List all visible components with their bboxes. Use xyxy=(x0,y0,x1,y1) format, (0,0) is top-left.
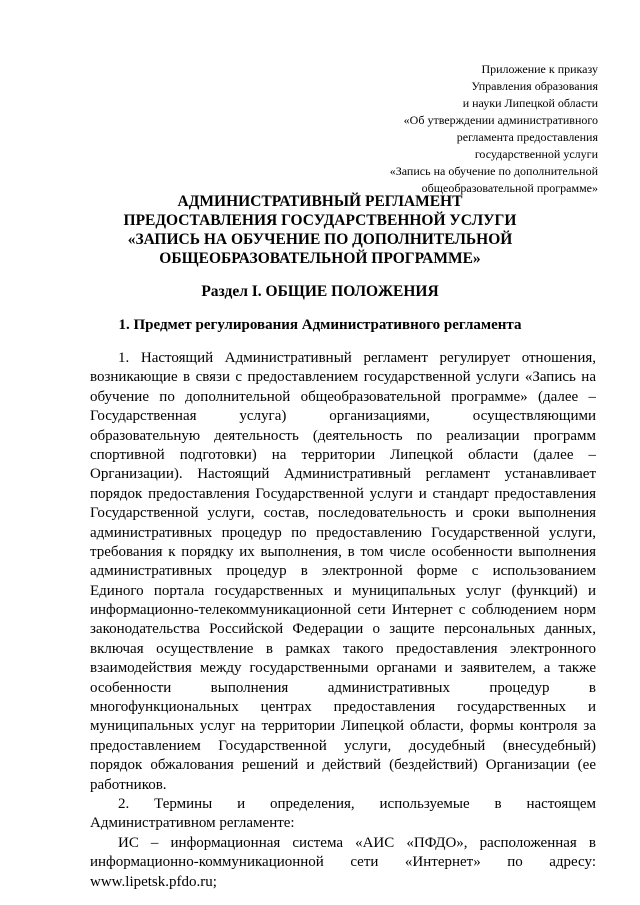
text-line: информационно-коммуникационной сети «Интернет» по адресу: xyxy=(90,854,596,871)
text-line: порядок предоставления Государственной услуги и стандарт предоставления xyxy=(90,485,596,502)
text-line: спортивной подготовки) на территории Липецкой области (далее – xyxy=(90,446,596,463)
subsection-heading: 1. Предмет регулирования Административного регламента xyxy=(118,317,522,333)
text-line: муниципальных услуг на территории Липецкой области, формы контроля за xyxy=(90,718,596,735)
text-line: Административном регламенте: xyxy=(90,815,295,832)
text-line: законодательства Российской Федерации о защите персональных данных, xyxy=(90,621,596,638)
text-line: предоставлением Государственной услуги, досудебный (внесудебный) xyxy=(90,737,596,754)
appendix-line: регламента предоставления xyxy=(456,130,598,144)
appendix-line: общеобразовательной программе» xyxy=(421,181,598,195)
document-title xyxy=(40,192,600,268)
text-line: обучение по дополнительной общеобразовательной программе» (далее – xyxy=(90,388,596,405)
paragraph-3 xyxy=(90,834,596,892)
text-line: Государственная услуга) организациями, осуществляющими xyxy=(90,408,596,425)
text-line: Организации). Настоящий Административный регламент устанавливает xyxy=(90,466,596,483)
appendix-line: государственной услуги xyxy=(474,147,598,161)
appendix-line: «Об утверждении административного xyxy=(403,113,598,127)
text-line: многофункциональных центрах предоставления государственных и xyxy=(90,699,596,716)
text-line: информационно-телекоммуникационной сети Интернет с соблюдением норм xyxy=(90,602,596,619)
appendix-line: и науки Липецкой области xyxy=(462,96,598,110)
text-line: www.lipetsk.pfdo.ru; xyxy=(90,873,217,890)
text-line: работников. xyxy=(90,776,167,793)
text-line: ИС – информационная система «АИС «ПФДО», расположенная в xyxy=(118,834,596,851)
paragraph-1 xyxy=(90,349,596,795)
appendix-line: «Запись на обучение по дополнительной xyxy=(389,164,598,178)
title-line: АДМИНИСТРАТИВНЫЙ РЕГЛАМЕНТ xyxy=(177,193,463,210)
appendix-block xyxy=(318,61,598,197)
text-line: возникающие в связи с предоставлением государственной услуги «Запись на xyxy=(90,369,596,386)
text-line: порядок обжалования решений и действий (бездействий) Организации (ее xyxy=(90,757,596,774)
text-line: административных процедур в электронной форме с использованием xyxy=(90,563,596,580)
title-line: ОБЩЕОБРАЗОВАТЕЛЬНОЙ ПРОГРАММЕ» xyxy=(159,250,481,267)
text-line: образовательную деятельность (деятельность по реализации программ xyxy=(90,427,596,444)
text-line: требования к порядку их выполнения, в том числе особенности выполнения xyxy=(90,543,596,560)
text-line: включая осуществление в рамках такого предоставления электронного xyxy=(90,640,596,657)
text-line: взаимодействия между государственными органами и заявителем, а также xyxy=(90,660,596,677)
text-line: Единого портала государственных и муниципальных услуг (функций) и xyxy=(90,582,596,599)
title-line: «ЗАПИСЬ НА ОБУЧЕНИЕ ПО ДОПОЛНИТЕЛЬНОЙ xyxy=(127,231,513,248)
appendix-line: Приложение к приказу xyxy=(481,62,598,76)
section-heading: Раздел I. ОБЩИЕ ПОЛОЖЕНИЯ xyxy=(201,283,439,300)
text-line: 2. Термины и определения, используемые в настоящем xyxy=(118,795,596,812)
text-line: особенности выполнения административных процедур в xyxy=(90,679,596,696)
text-line: административных процедур по предоставлению Государственной услуги, xyxy=(90,524,596,541)
title-line: ПРЕДОСТАВЛЕНИЯ ГОСУДАРСТВЕННОЙ УСЛУГИ xyxy=(123,212,517,229)
text-line: 1. Настоящий Административный регламент регулирует отношения, xyxy=(118,350,596,366)
text-line: Государственной услуги, состав, последовательность и сроки выполнения xyxy=(90,505,596,522)
appendix-line: Управления образования xyxy=(471,79,598,93)
body-text xyxy=(90,349,596,892)
paragraph-2 xyxy=(90,795,596,834)
